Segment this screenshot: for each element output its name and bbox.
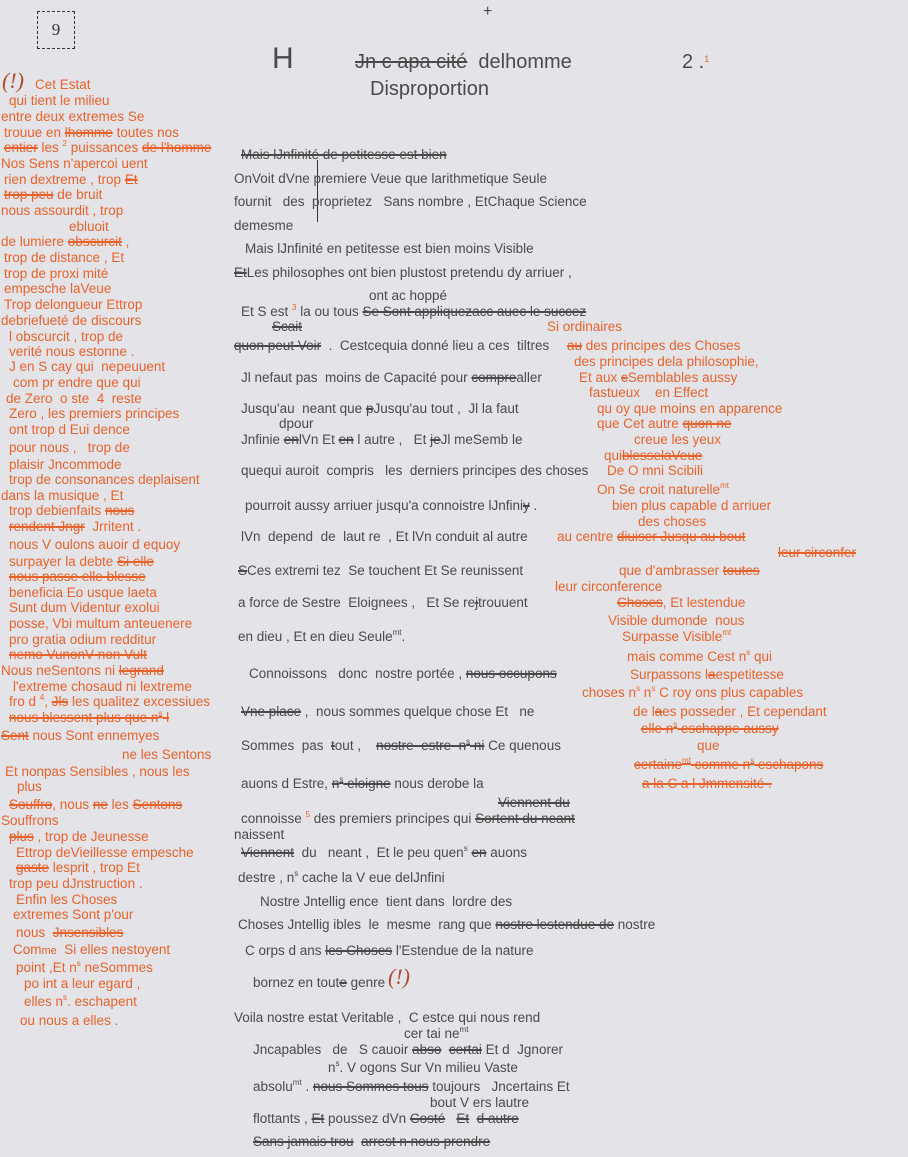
margin-line: certaine$^{mt}$ comme $n^s$ eschapons bbox=[634, 756, 824, 772]
margin-line: trop peu dJnstruction . bbox=[9, 876, 143, 891]
margin-line: nous V oulons auoir d equoy bbox=[9, 537, 181, 552]
margin-line: pour nous , trop de bbox=[9, 440, 130, 455]
margin-line: au des principes des Choses bbox=[567, 338, 741, 353]
header-subtitle: Disproportion bbox=[370, 78, 489, 100]
margin-line: nous passe elle blesse bbox=[9, 569, 146, 584]
body-line: en dieu , Et en dieu Seule$^{mt}$. bbox=[238, 628, 406, 644]
body-line: quequi auroit compris les derniers principes des choses bbox=[241, 463, 589, 478]
margin-line: Comme Si elles nestoyent bbox=[13, 942, 171, 957]
margin-line: verité nous estonne . bbox=[9, 344, 135, 359]
margin-line: Ettrop deVieillesse empesche bbox=[16, 845, 194, 860]
body-line: Jusqu'au neant que pJusqu'au tout , Jl la faut bbox=[241, 401, 519, 416]
margin-line: debriefueté de discours bbox=[1, 313, 142, 328]
margin-line: nous assourdit , trop bbox=[1, 203, 124, 218]
body-line: $n^s$. V ogons Sur Vn milieu Vaste bbox=[328, 1059, 518, 1075]
margin-line: On Se croit naturelle$^{mt}$ bbox=[597, 481, 729, 497]
margin-line: que bbox=[697, 738, 720, 753]
margin-rule bbox=[317, 160, 318, 222]
body-line: Choses Jntellig ibles le mesme rang que nostre lestendue de nostre bbox=[238, 917, 656, 932]
body-line: Connoissons donc nostre portée , nous occupons bbox=[249, 666, 557, 681]
margin-line: Et nonpas Sensibles , nous les bbox=[5, 764, 190, 779]
margin-line: posse, Vbi multum anteuenere bbox=[9, 616, 193, 631]
title-text: delhomme bbox=[478, 51, 572, 73]
margin-line: extremes Sont p'our bbox=[13, 907, 134, 922]
body-line: SCes extremi tez Se touchent Et Se reunissent bbox=[238, 563, 524, 578]
body-line: auons d Estre, $n^s$ eloigne nous derobe la bbox=[241, 775, 484, 791]
left-margin-mark: (!) bbox=[2, 68, 24, 93]
margin-line: Trop delongueur Ettrop bbox=[4, 297, 143, 312]
margin-line: leur circonfer bbox=[778, 545, 857, 560]
margin-line: au centre diuiser Jusqu au bout bbox=[557, 529, 746, 544]
margin-line: Nous neSentons ni legrand bbox=[1, 663, 164, 678]
margin-line: nous Jnsensibles bbox=[16, 925, 124, 940]
margin-line: pro gratia odium redditur bbox=[9, 632, 157, 647]
margin-line: l obscurcit , trop de bbox=[9, 329, 124, 344]
margin-line: des choses bbox=[638, 514, 707, 529]
margin-line: trop de consonances deplaisent bbox=[9, 472, 200, 487]
end-mark: (!) bbox=[388, 964, 410, 989]
body-line: bout V ers lautre bbox=[430, 1095, 530, 1110]
body-line: Voila nostre estat Veritable , C estce qui nous rend bbox=[234, 1010, 541, 1025]
margin-line: com pr endre que qui bbox=[13, 375, 141, 390]
margin-line: fro d $^4$, Jls les qualitez excessiues bbox=[9, 693, 211, 709]
body-line: Mais lJnfinité en petitesse est bien moins Visible bbox=[245, 241, 534, 256]
margin-line: Nos Sens n'apercoi uent bbox=[1, 156, 148, 171]
margin-line: de lumiere obscurcit , bbox=[1, 234, 130, 249]
margin-line: creue les yeux bbox=[634, 432, 722, 447]
body-line: fournit des proprietez Sans nombre , EtChaque Science bbox=[234, 194, 587, 209]
margin-line: plus , trop de Jeunesse bbox=[9, 829, 149, 844]
margin-line: qu oy que moins en apparence bbox=[597, 401, 783, 416]
margin-line: elle $n^s$ eschappe aussy bbox=[641, 720, 779, 736]
margin-line: Cet Estat bbox=[35, 77, 91, 92]
body-line: Sommes pas tout , nostre estre $n^s$ ni Ce quenous bbox=[241, 737, 561, 753]
margin-line: Visible dumonde nous bbox=[608, 613, 745, 628]
margin-line: trop debienfaits nous bbox=[9, 503, 135, 518]
body-line: naissent bbox=[234, 827, 285, 842]
margin-line: a la C a l Jmmensité . bbox=[642, 776, 772, 791]
margin-line: entier les $^2$ puissances de l'homme bbox=[4, 139, 212, 155]
body-line: C orps d ans les Choses l'Estendue de la nature bbox=[245, 943, 534, 958]
margin-line: gaste lesprit , trop Et bbox=[16, 860, 140, 875]
body-line: Jl nefaut pas moins de Capacité pour comprealler bbox=[241, 370, 542, 385]
body-line: flottants , Et poussez dVn Costé Et d autre bbox=[253, 1111, 519, 1126]
body-line: connoisse $^5$ des premiers principes qui Sortent du neant bbox=[241, 810, 575, 826]
body-line: quon peut Voir . Cestcequia donné lieu a ces tiltres bbox=[234, 338, 550, 353]
margin-line: ou nous a elles . bbox=[20, 1013, 119, 1028]
margin-line: po int a leur egard , bbox=[24, 976, 141, 991]
margin-line: que Cet autre quon ne bbox=[597, 416, 732, 431]
margin-line: trop de proxi mité bbox=[4, 266, 109, 281]
plus-mark: + bbox=[483, 3, 493, 20]
body-line: bornez en toute genre bbox=[253, 975, 386, 990]
margin-line: Surpasse Visible$^{mt}$ bbox=[622, 628, 732, 644]
margin-line: beneficia Eo usque laeta bbox=[9, 585, 157, 600]
margin-line: des principes dela philosophie, bbox=[574, 354, 759, 369]
margin-line: Surpassons laespetitesse bbox=[630, 667, 784, 682]
margin-line: nemo VunonV non Vult bbox=[9, 647, 147, 662]
body-line: cer tai $ne^{mt}$ bbox=[404, 1025, 469, 1041]
margin-line: ne les Sentons bbox=[122, 747, 212, 762]
margin-line: Enfin les Choses bbox=[16, 892, 118, 907]
body-line: Et S est $^3$ la ou tous Se Sont appliquezacc auec le succez bbox=[241, 303, 587, 319]
margin-line: Sent nous Sont ennemyes bbox=[1, 728, 160, 743]
body-line: absolu$^{mt}$ . nous Sommes tous toujours Jncertains Et bbox=[253, 1078, 570, 1094]
margin-line: dans la musique , Et bbox=[1, 488, 124, 503]
margin-line: Zero , les premiers principes bbox=[9, 406, 180, 421]
body-line: EtLes philosophes ont bien plustost pretendu dy arriuer , bbox=[234, 265, 572, 280]
body-line: Mais lJnfinité de petitesse est bien bbox=[241, 147, 447, 162]
page-number: 9 bbox=[51, 20, 61, 39]
margin-line: fastueux en Effect bbox=[589, 385, 709, 400]
margin-line: point ,Et $n^s$ neSommes bbox=[16, 959, 153, 975]
margin-line: de laes posseder , Et cependant bbox=[633, 704, 827, 719]
margin-line: elles $n^s$. eschapent bbox=[24, 993, 137, 1009]
margin-line: Sunt dum Videntur exolui bbox=[9, 600, 160, 615]
margin-line: que d'ambrasser toutes bbox=[619, 563, 760, 578]
body-line: Viennent du bbox=[498, 795, 570, 810]
body-line: Jncapables de S cauoir abso certai Et d Jgnorer bbox=[253, 1042, 563, 1057]
body-line: Jnfinie enlVn Et en l autre , Et jeJl meSemb le bbox=[241, 432, 523, 447]
body-line: dpour bbox=[279, 416, 314, 431]
margin-line: Souffro, nous ne les Sentons bbox=[9, 797, 183, 812]
header-title bbox=[355, 50, 572, 74]
margin-line: rendent Jngr Jrritent . bbox=[9, 519, 142, 534]
margin-line: qui tient le milieu bbox=[9, 93, 110, 108]
margin-line: l'extreme chosaud ni lextreme bbox=[13, 679, 192, 694]
margin-line: ont trop d Eui dence bbox=[9, 422, 130, 437]
body-line: destre , $n^s$ cache la V eue delJnfini bbox=[238, 869, 445, 885]
body-line: Scait bbox=[272, 319, 303, 334]
body-line: Sans jamais trou arrest n nous prendre bbox=[253, 1134, 491, 1149]
margin-line: Choses, Et lestendue bbox=[617, 595, 746, 610]
body-line: Nostre Jntellig ence tient dans lordre des bbox=[260, 894, 513, 909]
margin-line: leur circonference bbox=[555, 579, 663, 594]
margin-line: trouue en lhomme toutes nos bbox=[4, 125, 179, 140]
margin-line: De O mni Scibili bbox=[607, 463, 704, 478]
margin-line: plus bbox=[17, 779, 42, 794]
margin-line: Si ordinaires bbox=[547, 319, 623, 334]
body-line: Viennent du neant , Et le peu quen$^s$ en auons bbox=[241, 844, 528, 860]
body-line: Vne place , nous sommes quelque chose Et ne bbox=[241, 704, 535, 719]
margin-line: Souffrons bbox=[1, 813, 59, 828]
margin-line: choses $n^s$ $n^s$ C roy ons plus capables bbox=[582, 684, 804, 700]
section-number: 2 .$^1$ bbox=[682, 51, 710, 73]
body-line: demesme bbox=[234, 218, 294, 233]
margin-line: rien dextreme , trop Et bbox=[4, 172, 138, 187]
margin-line: de Zero o ste 4 reste bbox=[6, 391, 142, 406]
page-number-box bbox=[37, 11, 75, 49]
margin-line: J en S cay qui nepeuuent bbox=[9, 359, 166, 374]
margin-line: empesche laVeue bbox=[4, 281, 112, 296]
margin-line: trop peu de bruit bbox=[4, 187, 103, 202]
body-line: ont ac hoppé bbox=[369, 288, 448, 303]
header-letter: H bbox=[272, 42, 294, 75]
margin-line: trop de distance , Et bbox=[4, 250, 125, 265]
body-line: OnVoit dVne premiere Veue que larithmetique Seule bbox=[234, 171, 547, 186]
margin-line: ebluoit bbox=[69, 219, 109, 234]
footnote-marker: 1 bbox=[704, 54, 710, 64]
margin-line: quiblesselaVeue bbox=[604, 448, 703, 463]
body-line: pourroit aussy arriuer jusqu'a connoistre lJnfiniy . bbox=[245, 498, 538, 513]
margin-line: Et aux cSemblables aussy bbox=[579, 370, 738, 385]
margin-line: plaisir Jncommode bbox=[9, 457, 122, 472]
margin-line: bien plus capable d arriuer bbox=[612, 498, 772, 513]
margin-line: entre deux extremes Se bbox=[1, 109, 145, 124]
body-line: lVn depend de laut re , Et lVn conduit al autre bbox=[241, 529, 528, 544]
margin-line: surpayer la debte Si elle bbox=[9, 554, 154, 569]
margin-line: nous blessent plus que $n^s$ l bbox=[9, 709, 170, 725]
body-line: a force de Sestre Eloignees , Et Se rejtrouuent bbox=[238, 595, 528, 610]
struck-title: Jn c apa cité bbox=[355, 51, 468, 73]
margin-line: mais comme Cest $n^s$ qui bbox=[627, 648, 773, 664]
